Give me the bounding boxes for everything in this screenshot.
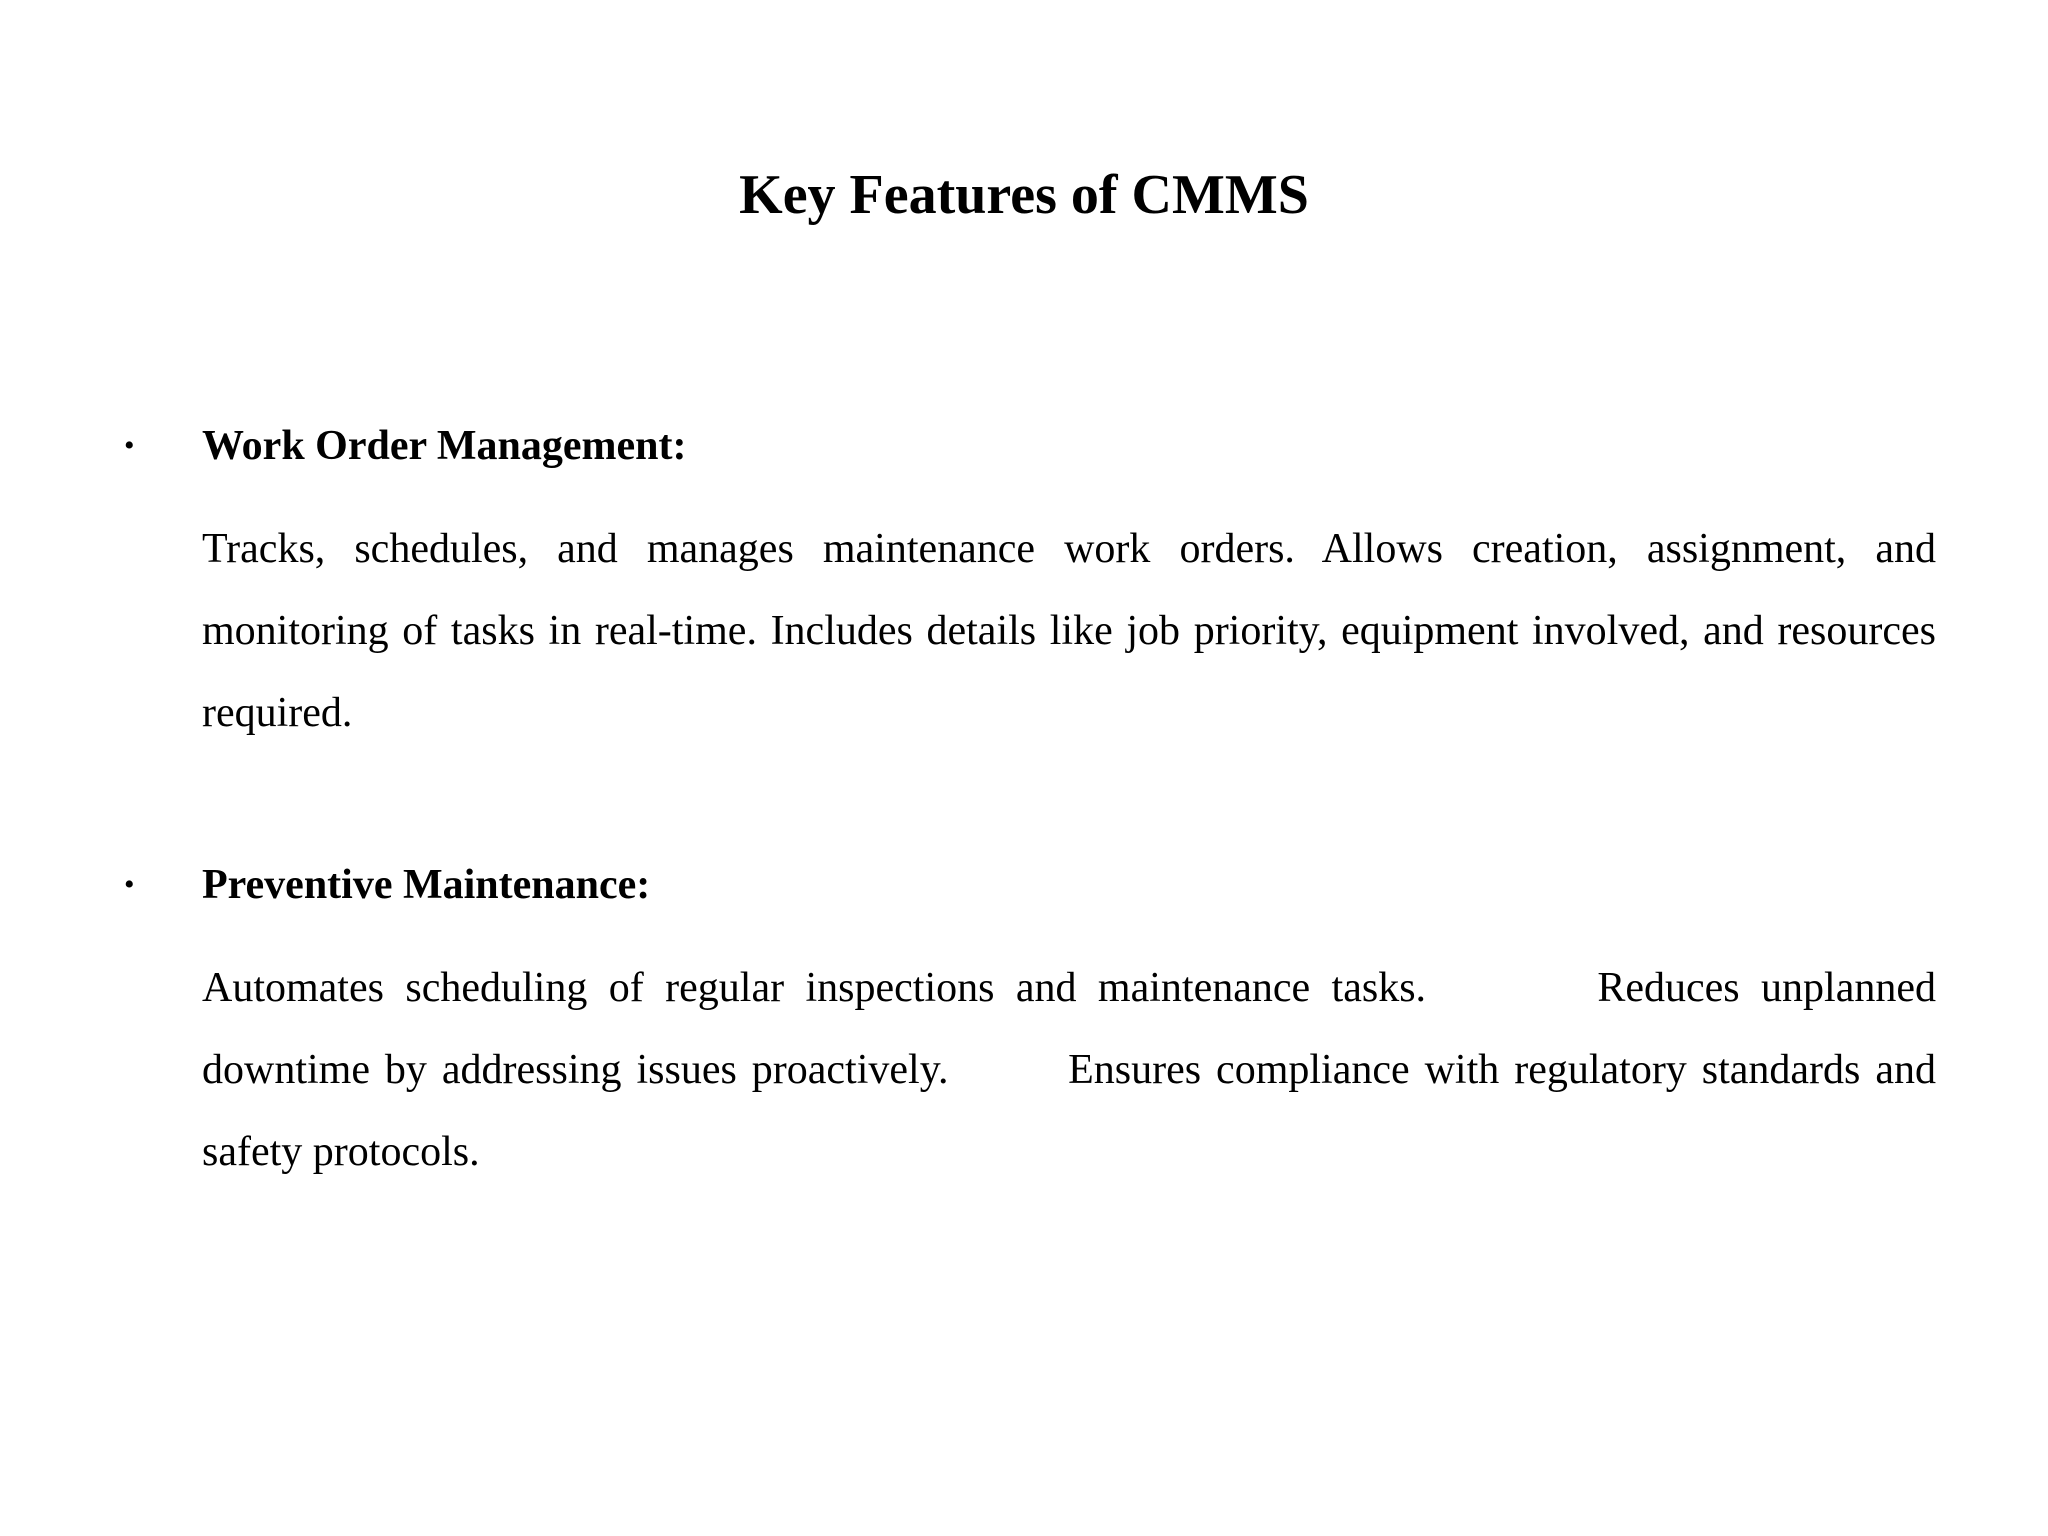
slide-title: Key Features of CMMS: [739, 164, 1309, 226]
bullet-icon: •: [124, 429, 135, 462]
bullet-icon: •: [124, 868, 135, 901]
section-body: Tracks, schedules, and manages maintenance work orders. Allows creation, assignment, and monitoring of tasks in real-time. Includes details like job priority, equipment involved, and resources required.: [202, 526, 1936, 736]
section-heading: Preventive Maintenance:: [202, 862, 651, 908]
section-body: Automates scheduling of regular inspections and maintenance tasks. Reduces unplanned downtime by addressing issues proactively. Ensures compliance with regulatory standards and safety protocols.: [202, 965, 1947, 1175]
section-heading: Work Order Management:: [202, 423, 687, 469]
